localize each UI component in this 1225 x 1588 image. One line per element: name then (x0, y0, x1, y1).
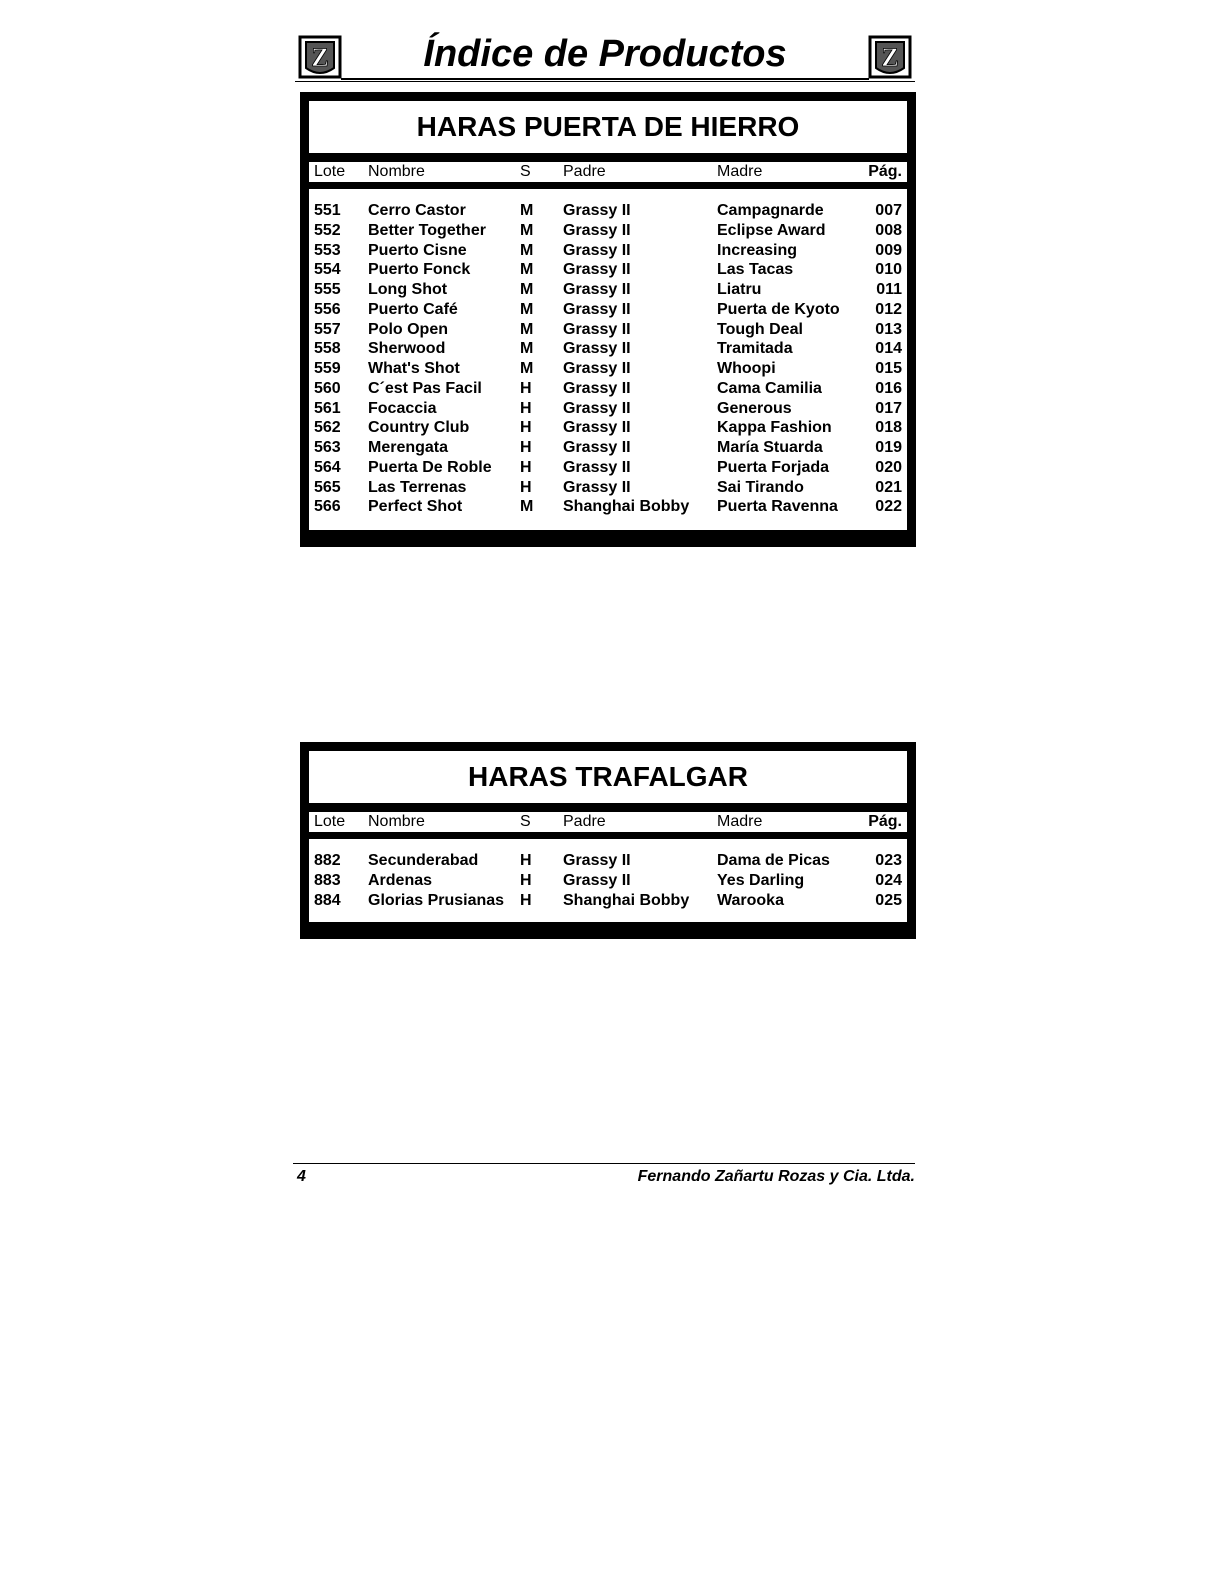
cell-lote: 553 (314, 241, 341, 259)
cell-madre: Increasing (717, 241, 798, 259)
cell-s: M (520, 300, 534, 318)
table-row (309, 300, 907, 320)
cell-nombre: C´est Pas Facil (368, 379, 482, 397)
cell-pag: 021 (875, 478, 902, 496)
cell-nombre: Country Club (368, 419, 470, 437)
cell-madre: Eclipse Award (717, 221, 826, 239)
cell-padre: Grassy II (563, 852, 631, 869)
section-trafalgar (300, 742, 916, 939)
cell-padre: Grassy II (563, 202, 631, 219)
cell-s: H (520, 419, 532, 437)
cell-lote: 551 (314, 202, 341, 219)
cell-s: H (520, 379, 532, 397)
cell-s: M (520, 202, 534, 219)
cell-pag: 025 (875, 891, 902, 909)
cell-madre: Cama Camilia (717, 379, 822, 397)
cell-lote: 552 (314, 221, 341, 239)
col-pag: Pág. (868, 813, 902, 830)
cell-s: M (520, 320, 534, 338)
cell-nombre: Puerto Fonck (368, 261, 471, 279)
cell-nombre: Ardenas (368, 871, 433, 889)
cell-s: M (520, 241, 534, 259)
col-padre: Padre (563, 163, 606, 180)
table-row (309, 201, 907, 221)
table-row (309, 458, 907, 478)
col-madre: Madre (717, 813, 763, 830)
footer-rule (293, 1163, 915, 1164)
table-row (309, 497, 907, 517)
cell-nombre: What's Shot (368, 360, 460, 377)
page-title: Índice de Productos (423, 33, 787, 75)
cell-padre: Grassy II (563, 379, 631, 397)
cell-lote: 559 (314, 360, 341, 377)
cell-madre: Puerta Ravenna (717, 498, 838, 516)
cell-pag: 024 (875, 871, 902, 889)
cell-pag: 017 (875, 399, 902, 417)
cell-s: M (520, 498, 534, 516)
cell-lote: 560 (314, 379, 341, 397)
cell-padre: Grassy II (563, 399, 631, 417)
section-title: HARAS PUERTA DE HIERRO (309, 101, 907, 153)
table-row (309, 418, 907, 438)
col-pag: Pág. (868, 163, 902, 180)
cell-madre: María Stuarda (717, 439, 823, 456)
cell-padre: Grassy II (563, 458, 631, 476)
cell-pag: 022 (875, 498, 902, 516)
col-lote: Lote (314, 163, 346, 180)
cell-madre: Las Tacas (717, 261, 794, 279)
cell-padre: Grassy II (563, 340, 631, 358)
cell-padre: Grassy II (563, 221, 631, 239)
cell-lote: 561 (314, 399, 341, 417)
cell-lote: 555 (314, 281, 341, 298)
cell-s: M (520, 281, 534, 298)
cell-s: H (520, 478, 532, 496)
cell-nombre: Secunderabad (368, 852, 479, 869)
table-row (309, 438, 907, 458)
table-row (309, 359, 907, 379)
cell-padre: Grassy II (563, 261, 631, 279)
cell-madre: Tramitada (717, 340, 793, 358)
cell-s: M (520, 340, 534, 358)
cell-lote: 565 (314, 478, 341, 496)
cell-padre: Grassy II (563, 281, 631, 298)
cell-pag: 023 (875, 852, 902, 869)
cell-padre: Grassy II (563, 419, 631, 437)
cell-madre: Generous (717, 399, 792, 417)
cell-madre: Liatru (717, 281, 762, 298)
table-row (309, 260, 907, 280)
table-row (309, 379, 907, 399)
col-s: S (520, 813, 531, 830)
col-madre: Madre (717, 163, 763, 180)
table-header (309, 162, 907, 182)
logo-letter: Z (881, 43, 899, 72)
cell-nombre: Cerro Castor (368, 202, 466, 219)
cell-nombre: Better Together (368, 221, 486, 239)
cell-pag: 018 (875, 419, 902, 437)
cell-lote: 564 (314, 458, 341, 476)
header-rule-thin (295, 81, 915, 82)
table-body (309, 189, 907, 530)
cell-madre: Dama de Picas (717, 852, 830, 869)
cell-lote: 557 (314, 320, 341, 338)
table-row (309, 241, 907, 261)
table-row (309, 221, 907, 241)
cell-madre: Warooka (717, 891, 784, 909)
cell-lote: 558 (314, 340, 341, 358)
cell-nombre: Las Terrenas (368, 478, 467, 496)
cell-s: H (520, 852, 532, 869)
cell-s: M (520, 360, 534, 377)
table-row (309, 339, 907, 359)
col-nombre: Nombre (368, 813, 425, 830)
cell-lote: 882 (314, 852, 341, 869)
cell-lote: 884 (314, 891, 341, 909)
cell-padre: Grassy II (563, 320, 631, 338)
cell-pag: 013 (875, 320, 902, 338)
cell-lote: 554 (314, 261, 341, 279)
cell-padre: Grassy II (563, 241, 631, 259)
table-row (309, 871, 907, 891)
cell-nombre: Long Shot (368, 281, 448, 298)
cell-pag: 010 (875, 261, 902, 279)
table-body (309, 839, 907, 922)
cell-nombre: Sherwood (368, 340, 446, 358)
cell-pag: 015 (875, 360, 902, 377)
col-lote: Lote (314, 813, 346, 830)
table-row (309, 851, 907, 871)
cell-padre: Grassy II (563, 871, 631, 889)
table-header (309, 812, 907, 832)
cell-madre: Yes Darling (717, 871, 805, 889)
cell-s: H (520, 399, 532, 417)
table-row (309, 320, 907, 340)
cell-nombre: Glorias Prusianas (368, 891, 505, 909)
cell-pag: 011 (876, 281, 902, 298)
cell-lote: 562 (314, 419, 341, 437)
cell-nombre: Puerto Café (368, 300, 458, 318)
cell-s: H (520, 891, 532, 909)
cell-padre: Grassy II (563, 439, 631, 456)
page-number: 4 (297, 1168, 306, 1185)
cell-padre: Grassy II (563, 300, 631, 318)
cell-madre: Campagnarde (717, 202, 824, 219)
cell-madre: Kappa Fashion (717, 419, 832, 437)
cell-s: H (520, 439, 532, 456)
cell-pag: 020 (875, 458, 902, 476)
cell-padre: Shanghai Bobby (563, 891, 690, 909)
cell-pag: 007 (875, 202, 902, 219)
cell-nombre: Puerta De Roble (368, 458, 492, 476)
header-rule (341, 78, 869, 80)
cell-s: H (520, 458, 532, 476)
cell-nombre: Merengata (368, 439, 449, 456)
table-row (309, 280, 907, 300)
table-row (309, 399, 907, 419)
company-logo-icon (867, 34, 913, 80)
cell-s: M (520, 261, 534, 279)
col-nombre: Nombre (368, 163, 425, 180)
cell-pag: 019 (875, 439, 902, 456)
cell-lote: 563 (314, 439, 341, 456)
cell-nombre: Puerto Cisne (368, 241, 467, 259)
cell-pag: 008 (875, 221, 902, 239)
cell-s: M (520, 221, 534, 239)
cell-madre: Sai Tirando (717, 478, 804, 496)
cell-nombre: Perfect Shot (368, 498, 463, 516)
cell-padre: Grassy II (563, 360, 631, 377)
cell-s: H (520, 871, 532, 889)
section-puerta-de-hierro (300, 92, 916, 547)
section-title: HARAS TRAFALGAR (309, 751, 907, 803)
cell-nombre: Focaccia (368, 399, 437, 417)
company-name: Fernando Zañartu Rozas y Cia. Ltda. (637, 1168, 915, 1185)
cell-padre: Grassy II (563, 478, 631, 496)
page-footer (293, 1163, 915, 1193)
table-row (309, 891, 907, 911)
cell-pag: 012 (875, 300, 902, 318)
cell-pag: 009 (875, 241, 902, 259)
cell-madre: Whoopi (717, 360, 776, 377)
cell-padre: Shanghai Bobby (563, 498, 690, 516)
page-header (295, 30, 915, 82)
cell-pag: 014 (875, 340, 902, 358)
cell-madre: Puerta Forjada (717, 458, 830, 476)
cell-madre: Puerta de Kyoto (717, 300, 840, 318)
cell-nombre: Polo Open (368, 320, 448, 338)
cell-pag: 016 (875, 379, 902, 397)
table-row (309, 478, 907, 498)
cell-lote: 883 (314, 871, 341, 889)
cell-lote: 556 (314, 300, 341, 318)
col-s: S (520, 163, 531, 180)
col-padre: Padre (563, 813, 606, 830)
cell-madre: Tough Deal (717, 320, 803, 338)
logo-letter: Z (311, 43, 329, 72)
cell-lote: 566 (314, 498, 341, 516)
